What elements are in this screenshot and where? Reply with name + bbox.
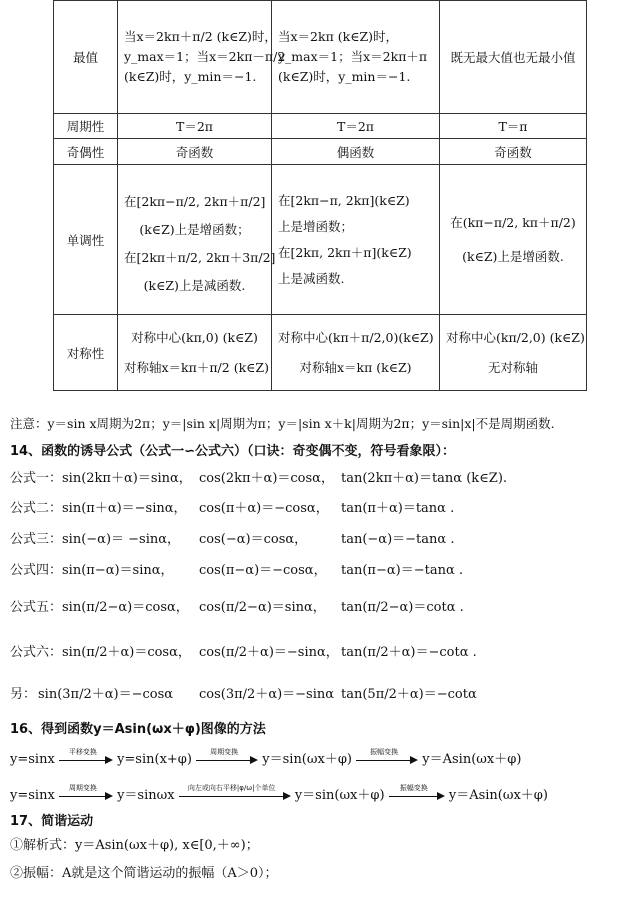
formula-row: 另： sin(3π/2＋α)＝−cosα cos(3π/2＋α)＝−sinα tan(5π/2＋α)＝−cotα [10, 687, 477, 702]
formula-row: 公式二：sin(π＋α)＝−sinα， cos(π＋α)＝−cosα， tan(π＋α)＝tanα . [10, 501, 455, 516]
formula-row: 公式五：sin(π/2−α)＝cosα， cos(π/2−α)＝sinα， tan(π/2−α)＝cotα . [10, 600, 464, 615]
row-head: 最值 [54, 1, 118, 114]
harmonic-amplitude: ②振幅：A就是这个简谐运动的振幅（A＞0）； [10, 866, 278, 881]
note-text: 注意：y＝sin x周期为2π；y＝|sin x|周期为π；y＝|sin x＋k|周期为2π；y＝sin|x|不是周期函数. [10, 416, 555, 431]
harmonic-expression: ①解析式：y＝Asin(ωx＋φ), x∈[0,＋∞)； [10, 838, 259, 853]
arrow-right-icon: 平移变换 [59, 753, 113, 767]
transform-path-2: y=sinx 周期变换 y＝sinωx 向左或向右平移|φ/ω|个单位 y＝sin(ωx＋φ) 振幅变换 y＝Asin(ωx＋φ) [10, 783, 548, 803]
table-row-extrema [54, 1, 587, 114]
sin-cell: 对称中心(kπ,0) (k∈Z) 对称轴x＝kπ＋π/2 (k∈Z) [118, 315, 272, 391]
cos-cell: 对称中心(kπ＋π/2,0)(k∈Z) 对称轴x＝kπ (k∈Z) [272, 315, 440, 391]
formula-row: 公式三：sin(−α)＝ −sinα， cos(−α)＝cosα， tan(−α)＝−tanα . [10, 532, 455, 547]
sin-cell: 奇函数 [118, 139, 272, 165]
formula-row: 公式一：sin(2kπ＋α)＝sinα， cos(2kπ＋α)＝cosα， tan(2kπ＋α)＝tanα (k∈Z). [10, 471, 508, 486]
arrow-right-icon: 向左或向右平移|φ/ω|个单位 [179, 789, 291, 803]
row-head: 奇偶性 [54, 139, 118, 165]
cos-cell: 当x＝2kπ (k∈Z)时， y_max＝1；当x＝2kπ＋π (k∈Z)时，y_min＝−1. [272, 1, 440, 114]
table-row-symmetry [54, 315, 587, 391]
tan-cell: 在(kπ−π/2, kπ＋π/2) (k∈Z)上是增函数. [440, 165, 587, 315]
arrow-right-icon: 周期变换 [196, 753, 258, 767]
trig-properties-table [53, 0, 587, 391]
sin-cell: 当x＝2kπ＋π/2 (k∈Z)时， y_max＝1；当x＝2kπ－π/2 (k∈Z)时，y_min＝−1. [118, 1, 272, 114]
table-row-period [54, 114, 587, 139]
table-row-monotonicity [54, 165, 587, 315]
arrow-right-icon: 振幅变换 [356, 753, 418, 767]
arrow-right-icon: 振幅变换 [389, 789, 445, 803]
tan-cell: T＝π [440, 114, 587, 139]
table-row-parity [54, 139, 587, 165]
transform-path-1: y=sinx 平移变换 y=sin(x+φ) 周期变换 y＝sin(ωx＋φ) 振幅变换 y＝Asin(ωx＋φ) [10, 747, 522, 767]
arrow-right-icon: 周期变换 [59, 789, 113, 803]
section-14-title: 14、函数的诱导公式（公式一∽公式六）（口诀：奇变偶不变，符号看象限）： [10, 444, 455, 459]
cos-cell: 偶函数 [272, 139, 440, 165]
sin-cell: T＝2π [118, 114, 272, 139]
formula-row: 公式四：sin(π−α)＝sinα， cos(π−α)＝−cosα， tan(π−α)＝−tanα . [10, 563, 463, 578]
tan-cell: 奇函数 [440, 139, 587, 165]
formula-row: 公式六：sin(π/2＋α)＝cosα， cos(π/2＋α)＝−sinα， tan(π/2＋α)＝−cotα . [10, 645, 477, 660]
section-17-title: 17、简谐运动 [10, 814, 94, 829]
cos-cell: T＝2π [272, 114, 440, 139]
row-head: 对称性 [54, 315, 118, 391]
section-16-title: 16、得到函数y＝Asin(ωx＋φ)图像的方法 [10, 722, 266, 737]
tan-cell: 既无最大值也无最小值 [440, 1, 587, 114]
row-head: 单调性 [54, 165, 118, 315]
tan-cell: 对称中心(kπ/2,0) (k∈Z) 无对称轴 [440, 315, 587, 391]
sin-cell: 在[2kπ−π/2, 2kπ＋π/2] (k∈Z)上是增函数； 在[2kπ＋π/2, 2kπ＋3π/2] (k∈Z)上是减函数. [118, 165, 272, 315]
cos-cell: 在[2kπ−π, 2kπ](k∈Z) 上是增函数； 在[2kπ, 2kπ＋π](k∈Z) 上是减函数. [272, 165, 440, 315]
row-head: 周期性 [54, 114, 118, 139]
